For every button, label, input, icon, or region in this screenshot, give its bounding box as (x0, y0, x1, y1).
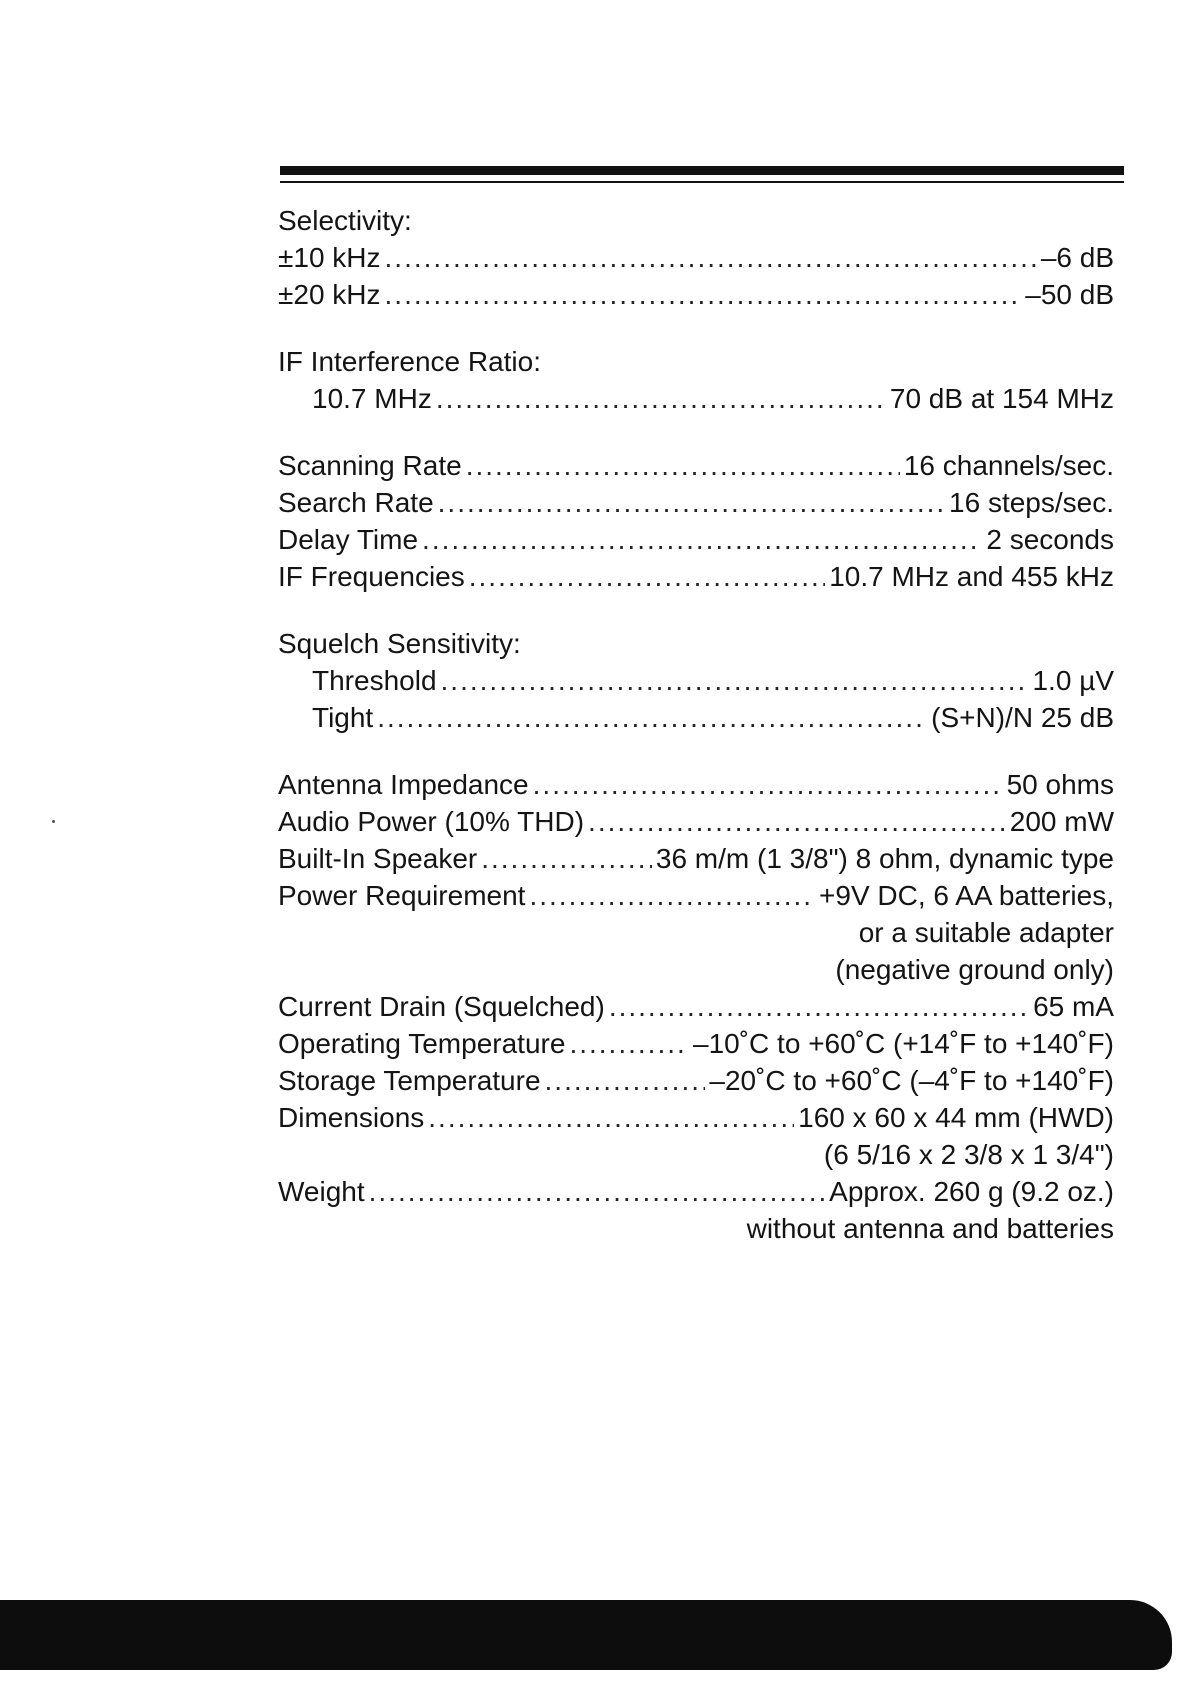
spec-row (278, 484, 1114, 521)
spec-label: Delay Time (278, 524, 419, 555)
footer-black-bar (0, 1600, 1172, 1670)
spec-row (278, 803, 1114, 840)
dot-leader (428, 1099, 794, 1136)
header-rule-thin (280, 181, 1124, 183)
spec-value: 200 mW (1009, 806, 1114, 837)
spec-continuation: (negative ground only) (835, 954, 1114, 985)
dot-leader (438, 484, 945, 521)
spec-continuation: or a suitable adapter (858, 917, 1114, 948)
dot-leader (609, 988, 1029, 1025)
spec-label: Built-In Speaker (278, 843, 478, 874)
spec-value: 65 mA (1033, 991, 1114, 1022)
spec-label: Storage Temperature (278, 1065, 541, 1096)
spec-row (278, 766, 1114, 803)
spec-row (278, 1099, 1114, 1136)
spec-value: Approx. 260 g (9.2 oz.) (829, 1176, 1114, 1207)
spec-label: Antenna Impedance (278, 769, 529, 800)
header-rule-thick (280, 166, 1124, 175)
dot-leader (466, 447, 900, 484)
if-interference-heading: IF Interference Ratio: (278, 346, 542, 377)
spec-value: –50 dB (1025, 279, 1114, 310)
spec-row (278, 447, 1114, 484)
dot-leader (569, 1025, 689, 1062)
dot-leader (385, 276, 1022, 313)
selectivity-heading: Selectivity: (278, 205, 412, 236)
spec-value: 10.7 MHz and 455 kHz (829, 561, 1114, 592)
spec-row (278, 1025, 1114, 1062)
specifications-list (278, 202, 1114, 1247)
spec-label: Weight (278, 1176, 365, 1207)
spec-row (278, 239, 1114, 276)
spec-label: Scanning Rate (278, 450, 462, 481)
spec-label: 10.7 MHz (312, 383, 432, 414)
spec-value: –6 dB (1040, 242, 1114, 273)
spec-label: ±20 kHz (278, 279, 381, 310)
spec-label: Tight (312, 702, 374, 733)
dot-leader (422, 521, 982, 558)
dot-leader (369, 1173, 826, 1210)
spec-value: 36 m/m (1 3/8") 8 ohm, dynamic type (655, 843, 1114, 874)
dot-leader (481, 840, 652, 877)
spec-value: 16 channels/sec. (903, 450, 1114, 481)
spec-row (278, 662, 1114, 699)
spec-row (278, 276, 1114, 313)
spec-label: Audio Power (10% THD) (278, 806, 585, 837)
spec-label: Threshold (312, 665, 437, 696)
spec-label: Operating Temperature (278, 1028, 566, 1059)
dot-leader (588, 803, 1006, 840)
spec-row (278, 521, 1114, 558)
spec-value: –20˚C to +60˚C (–4˚F to +140˚F) (709, 1065, 1114, 1096)
spec-continuation: (6 5/16 x 2 3/8 x 1 3/4") (823, 1139, 1114, 1170)
spec-label: IF Frequencies (278, 561, 465, 592)
spec-row (278, 699, 1114, 736)
dot-leader (545, 1062, 706, 1099)
dot-leader (377, 699, 927, 736)
spec-value: (S+N)/N 25 dB (931, 702, 1114, 733)
spec-label: Dimensions (278, 1102, 425, 1133)
spec-row (278, 988, 1114, 1025)
spec-continuation: without antenna and batteries (746, 1213, 1114, 1244)
spec-label: Power Requirement (278, 880, 526, 911)
dot-leader (436, 380, 886, 417)
dot-leader (533, 766, 1003, 803)
spec-row (278, 558, 1114, 595)
spec-row (278, 380, 1114, 417)
dot-leader (441, 662, 1029, 699)
spec-label: Search Rate (278, 487, 434, 518)
squelch-heading: Squelch Sensitivity: (278, 628, 521, 659)
spec-value: +9V DC, 6 AA batteries, (819, 880, 1114, 911)
spec-value: –10˚C to +60˚C (+14˚F to +140˚F) (693, 1028, 1114, 1059)
spec-value: 70 dB at 154 MHz (889, 383, 1114, 414)
spec-row (278, 840, 1114, 877)
dot-leader (469, 558, 825, 595)
scan-speck (52, 820, 55, 823)
spec-row (278, 1062, 1114, 1099)
spec-row (278, 877, 1114, 914)
spec-value: 50 ohms (1006, 769, 1114, 800)
spec-label: Current Drain (Squelched) (278, 991, 605, 1022)
spec-row (278, 1173, 1114, 1210)
dot-leader (385, 239, 1037, 276)
spec-value: 1.0 µV (1032, 665, 1114, 696)
spec-label: ±10 kHz (278, 242, 381, 273)
spec-value: 160 x 60 x 44 mm (HWD) (798, 1102, 1114, 1133)
spec-value: 16 steps/sec. (949, 487, 1114, 518)
dot-leader (529, 877, 815, 914)
spec-value: 2 seconds (986, 524, 1114, 555)
